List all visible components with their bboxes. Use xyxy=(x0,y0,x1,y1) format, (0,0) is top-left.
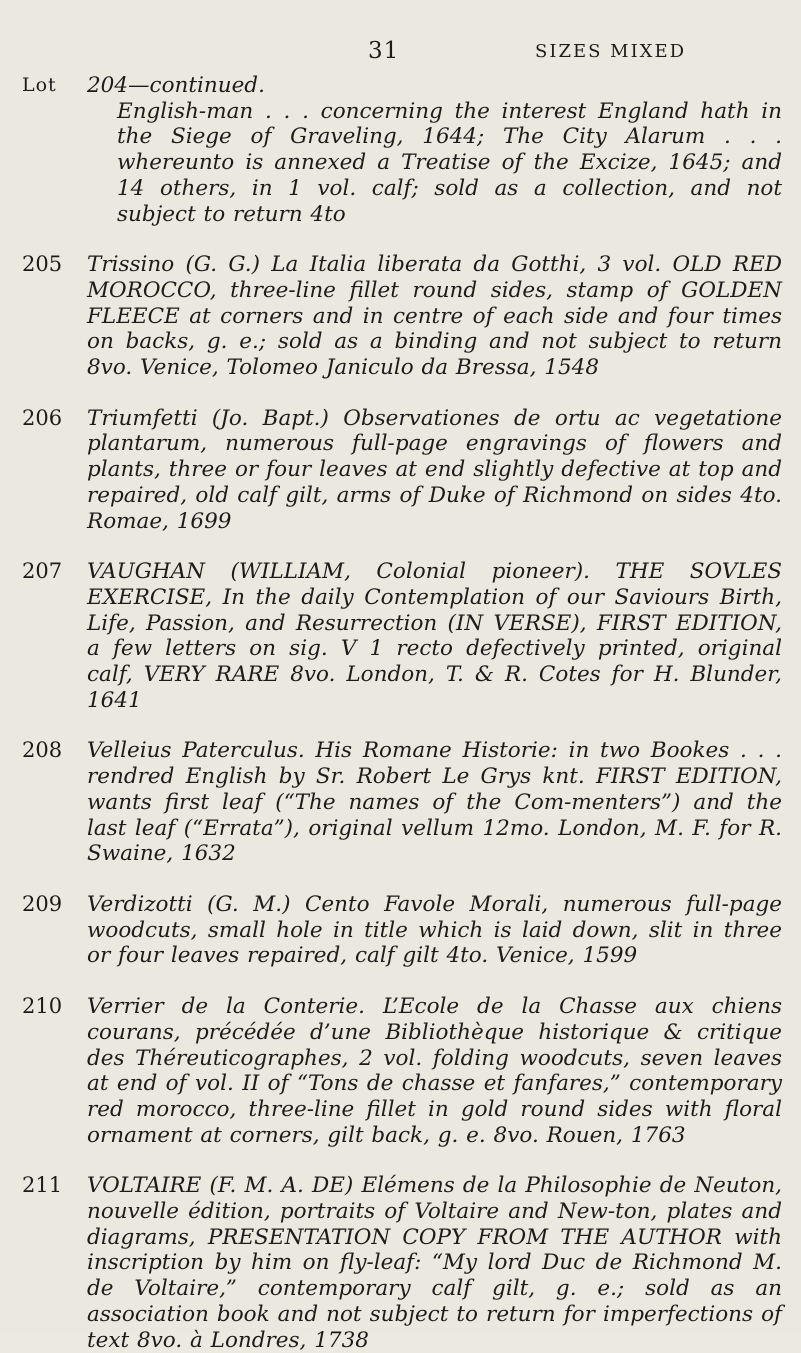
lot-description: Velleius Paterculus. His Romane Historie: in two Bookes . . . rendred English by Sr. Robert Le Grys knt. FIRST EDITION, wants first leaf (“The names of the Com-menters”) and the last leaf (“Errata”), original vellum 12mo. London, M. F. for R. Swaine, 1632 xyxy=(87,738,782,867)
lot-number: 205 xyxy=(22,252,63,277)
lot-entry xyxy=(22,892,782,969)
section-heading: SIZES MIXED xyxy=(535,41,687,62)
lot-label: Lot xyxy=(22,74,57,96)
lot-entry xyxy=(22,252,782,381)
lot-number: 209 xyxy=(22,891,63,916)
lot-list xyxy=(22,73,782,1353)
lot-number: 206 xyxy=(22,405,63,430)
lot-number: 207 xyxy=(22,559,63,584)
lot-description: VOLTAIRE (F. M. A. DE) Elémens de la Philosophie de Neuton, nouvelle édition, portraits of Voltaire and New-ton, plates and diagrams, PRESENTATION COPY FROM THE AUTHOR with inscription by him on fly-leaf: “My lord Duc de Richmond M. de Voltaire,” contemporary calf gilt, g. e.; sold as an association book and not subject to return for imperfections of text 8vo. à Londres, 1738 xyxy=(87,1173,782,1353)
lot-description: VAUGHAN (WILLIAM, Colonial pioneer). THE SOVLES EXERCISE, In the daily Contemplation of our Saviours Birth, Life, Passion, and Resurrection (IN VERSE), FIRST EDITION, a few letters on sig. V 1 recto defectively printed, original calf, VERY RARE 8vo. London, T. & R. Cotes for H. Blunder, 1641 xyxy=(87,559,782,713)
lot-number: 208 xyxy=(22,738,63,763)
lot-description: Trissino (G. G.) La Italia liberata da Gotthi, 3 vol. OLD RED MOROCCO, three-line fillet round sides, stamp of GOLDEN FLEECE at corners and in centre of each side and four times on backs, g. e.; sold as a binding and not subject to return 8vo. Venice, Tolomeo Janiculo da Bressa, 1548 xyxy=(87,252,782,381)
continued-heading: 204—continued. xyxy=(87,73,265,98)
lot-description: Triumfetti (Jo. Bapt.) Observationes de ortu ac vegetatione plantarum, numerous full-page engravings of flowers and plants, three or four leaves at end slightly defective at top and repaired, old calf gilt, arms of Duke of Richmond on sides 4to. Romae, 1699 xyxy=(87,405,782,534)
lot-entry xyxy=(22,559,782,713)
lot-entry xyxy=(22,406,782,535)
lot-description: English-man . . . concerning the interest England hath in the Siege of Graveling, 1644; The City Alarum . . . whereunto is annexed a Treatise of the Excize, 1645; and 14 others, in 1 vol. calf; sold as a collection, and not subject to return 4to xyxy=(117,98,782,227)
lot-entry xyxy=(22,738,782,867)
page-number: 31 xyxy=(368,38,400,64)
running-head xyxy=(0,38,801,68)
lot-description: Verdizotti (G. M.) Cento Favole Morali, numerous full-page woodcuts, small hole in title which is laid down, slit in three or four leaves repaired, calf gilt 4to. Venice, 1599 xyxy=(87,891,782,969)
lot-entry-continued xyxy=(22,73,782,227)
lot-number: 210 xyxy=(22,994,63,1019)
lot-number: 211 xyxy=(22,1173,63,1198)
lot-description: Verrier de la Conterie. L’Ecole de la Chasse aux chiens courans, précédée d’une Bibliothèque historique & critique des Théreuticographes, 2 vol. folding woodcuts, seven leaves at end of vol. II of “Tons de chasse et fanfares,” contemporary red morocco, three-line fillet in gold round sides with floral ornament at corners, gilt back, g. e. 8vo. Rouen, 1763 xyxy=(87,994,782,1148)
lot-entry xyxy=(22,1173,782,1353)
lot-entry xyxy=(22,994,782,1148)
